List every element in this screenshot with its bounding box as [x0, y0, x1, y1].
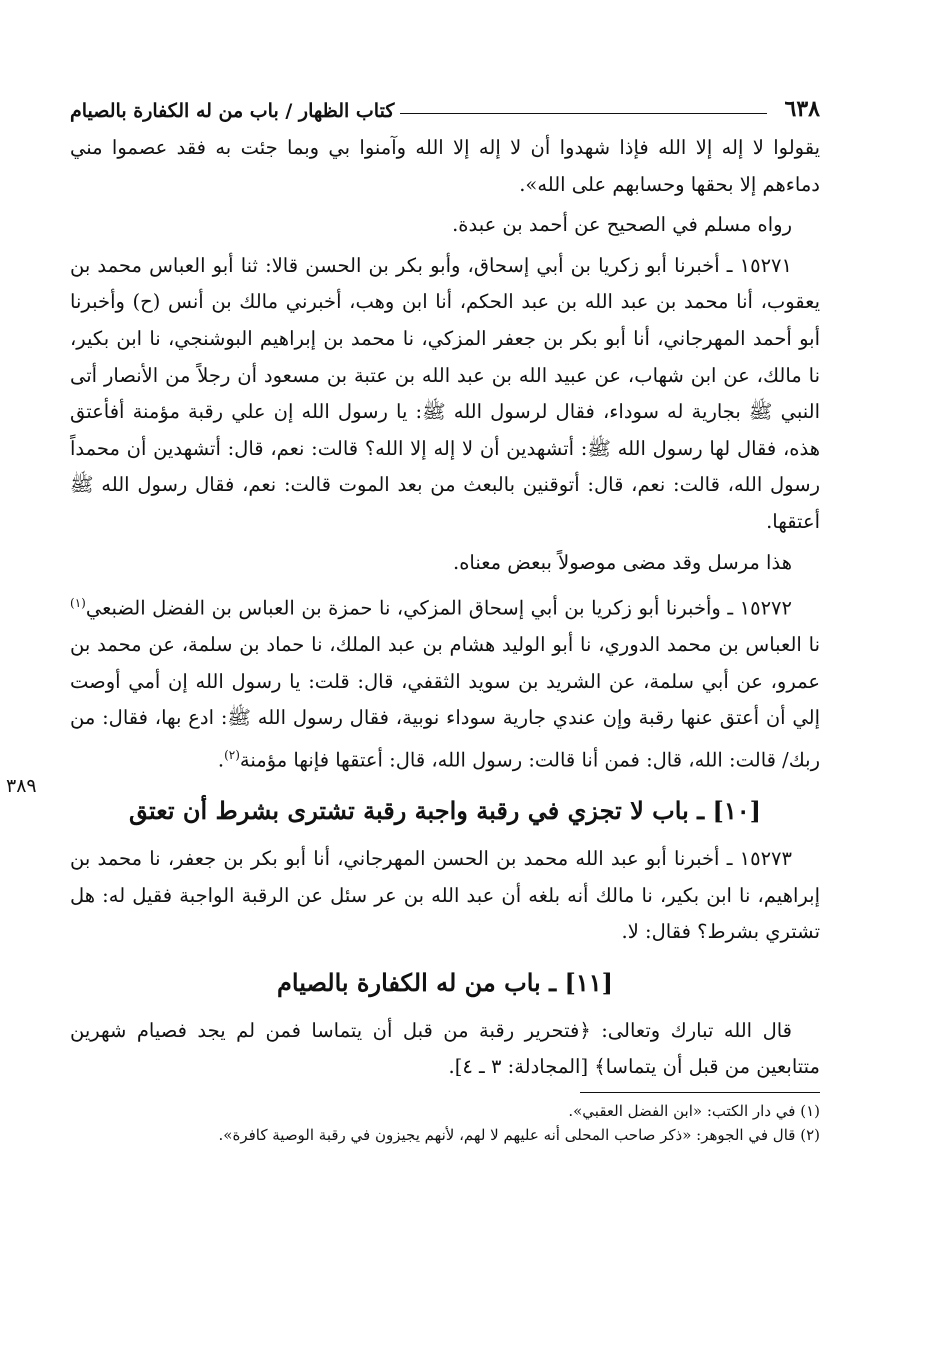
paragraph-text: . — [217, 748, 225, 772]
paragraph: رواه مسلم في الصحيح عن أحمد بن عبدة. — [452, 213, 792, 237]
page-header — [70, 80, 820, 122]
paragraph: هذا مرسل وقد مضى موصولاً ببعض معناه. — [453, 550, 792, 574]
section-heading: [١٠] ـ باب لا تجزي في رقبة واجبة رقبة تشترى بشرط أن تعتق — [129, 796, 761, 826]
running-title: كتاب الظهار / باب من له الكفارة بالصيام — [70, 100, 395, 122]
paragraph: ١٥٢٧٣ ـ أخبرنا أبو عبد الله محمد بن الحسن المهرجاني، أنا أبو بكر بن جعفر، نا محمد بن إبراهيم، نا ابن بكير، نا مالك أنه بلغه أن عبد الله بن عر سئل عن الرقبة الواجبة فقيل له: هل تشتري بشرط؟ فقال: لا. — [70, 847, 820, 944]
paragraph: قال الله تبارك وتعالى: ﴿فتحرير رقبة من قبل أن يتماسا فمن لم يجد فصيام شهرين متتابعين من قبل أن يتماسا﴾ [المجادلة: ٣ ـ ٤]. — [70, 1018, 820, 1079]
paragraph-text: نا العباس بن محمد الدوري، نا أبو الوليد هشام بن عبد الملك، نا حماد بن سلمة، عن محمد بن عمرو، عن أبي سلمة، عن الشريد بن سويد الثقفي، قال: قلت: يا رسول الله إن أمي أوصت إلي أن أعتق عنها رقبة وإن عندي جارية سوداء نوبية، فقال رسول الله ﷺ: ادع بها، فقال: من ربك/ قالت: الله، قال: فمن أنا قالت: رسول الله، قال: أعتقها فإنها مؤمنة — [70, 633, 820, 772]
footnote: (٢) قال في الجوهر: «ذكر صاحب المحلى أنه عليهم لا لهم، لأنهم يجيزون في رقبة الوصية كافرة». — [218, 1126, 820, 1145]
document-page — [6, 80, 820, 1147]
paragraph — [6, 585, 820, 798]
section-heading: [١١] ـ باب من له الكفارة بالصيام — [277, 967, 613, 997]
paragraph: يقولوا لا إله إلا الله فإذا شهدوا أن لا إله إلا الله وآمنوا بي وبما جئت به فقد عصموا مني دماءهم إلا بحقها وحسابهم على الله». — [70, 136, 820, 196]
footnote-rule — [580, 1092, 820, 1093]
page-number: ٦٣٨ — [784, 96, 820, 122]
header-rule — [400, 113, 766, 114]
margin-page-number: ٣٨٩ — [6, 775, 37, 798]
footnote-ref[interactable]: (٢) — [224, 748, 240, 762]
footnote-ref[interactable]: (١) — [70, 596, 86, 611]
footnote: (١) في دار الكتب: «ابن الفضل العقبي». — [568, 1102, 820, 1121]
paragraph-text: ١٥٢٧٢ ـ وأخبرنا أبو زكريا بن أبي إسحاق المزكي، نا حمزة بن العباس بن الفضل الضبعي — [85, 596, 792, 620]
paragraph: ١٥٢٧١ ـ أخبرنا أبو زكريا بن أبي إسحاق، وأبو بكر بن الحسن قالا: ثنا أبو العباس محمد بن يعقوب، أنا محمد بن عبد الله بن عبد الحكم، أنا ابن وهب، أخبرني مالك بن أنس (ح) وأخبرنا أبو أحمد المهرجاني، أنا أبو بكر بن جعفر المزكي، نا محمد بن إبراهيم البوشنجي، نا ابن بكير، نا مالك، عن ابن شهاب، عن عبيد الله بن عبد الله بن عتبة بن مسعود أن رجلاً من الأنصار أتى النبي ﷺ بجارية له سوداء، فقال لرسول الله ﷺ: يا رسول الله إن علي رقبة مؤمنة أفأعتق هذه، فقال لها رسول الله ﷺ: أتشهدين أن لا إله إلا الله؟ قالت: نعم، قال: أتشهدين أن محمداً رسول الله، قالت: نعم، قال: أتوقنين بالبعث من بعد الموت قالت: نعم، فقال رسول الله ﷺ أعتقها. — [70, 253, 820, 533]
